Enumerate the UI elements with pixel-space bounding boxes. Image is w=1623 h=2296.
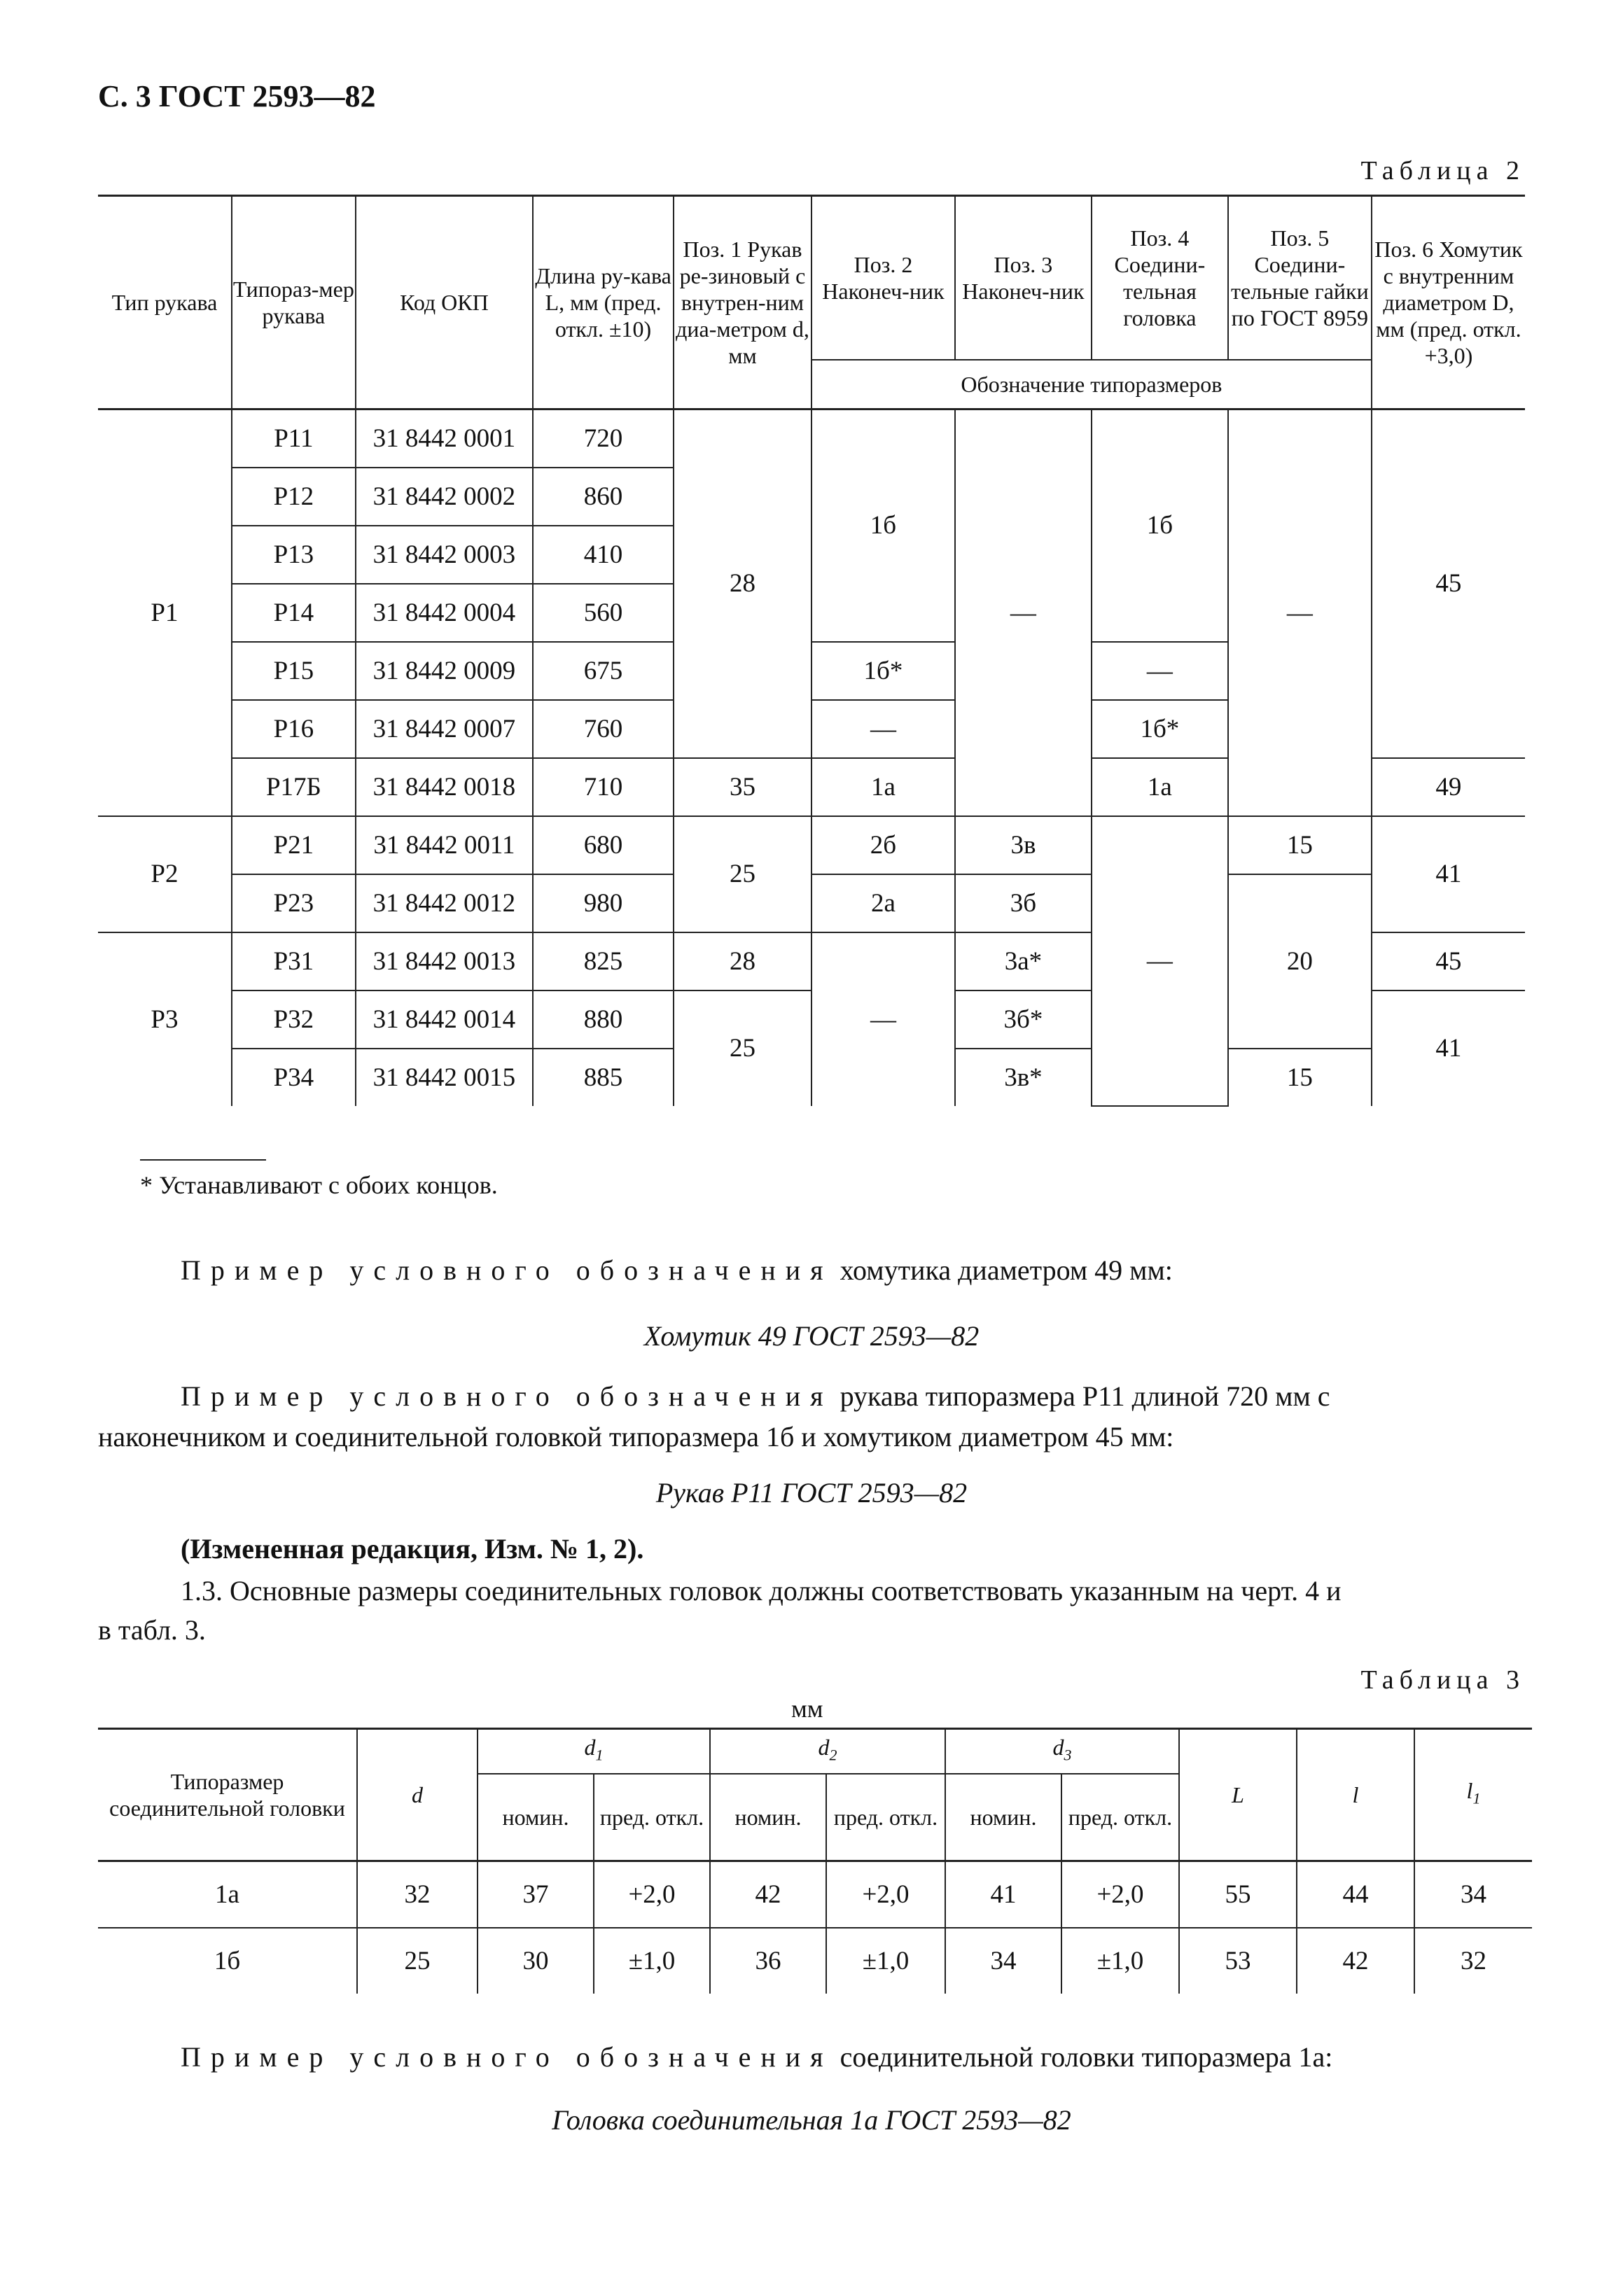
header-designation: Обозначение типоразмеров: [812, 360, 1372, 410]
header-hose-type: Тип рукава: [98, 196, 232, 410]
d3-tolerance-cell: ±1,0: [1061, 1928, 1179, 1994]
size-cell: Р15: [232, 642, 356, 700]
header-pos3: Поз. 3 Наконеч-ник: [955, 196, 1092, 360]
d3-tolerance-cell: +2,0: [1061, 1861, 1179, 1928]
pos1-cell: 28: [674, 932, 812, 990]
header-tolerance: пред. откл.: [594, 1774, 710, 1861]
pos3-cell: 3а*: [955, 932, 1092, 990]
d-cell: 25: [357, 1928, 478, 1994]
header-d1: $d_1$: [478, 1729, 710, 1774]
size-cell: Р17Б: [232, 758, 356, 816]
header-pos1: Поз. 1 Рукав ре-зиновый с внутрен-ним диа-метром d, мм: [674, 196, 812, 410]
code-cell: 31 8442 0011: [356, 816, 533, 874]
length-cell: 680: [533, 816, 674, 874]
length-cell: 760: [533, 700, 674, 758]
header-pos6: Поз. 6 Хомутик с внутренним диаметром D, мм (пред. откл. +3,0): [1372, 196, 1525, 410]
L-cell: 53: [1179, 1928, 1297, 1994]
header-nominal: номин.: [710, 1774, 826, 1861]
header-nominal: номин.: [945, 1774, 1061, 1861]
example2-text: [181, 1376, 1330, 1417]
pos5-cell: 20: [1228, 874, 1372, 1049]
code-cell: 31 8442 0013: [356, 932, 533, 990]
l1-cell: 34: [1414, 1861, 1532, 1928]
example2-formula: Рукав Р11 ГОСТ 2593—82: [655, 1477, 968, 1508]
clause-1-3-line1: 1.3. Основные размеры соединительных головок должны соответствовать указанным на черт. 4 и: [181, 1575, 1342, 1606]
page-header: С. 3 ГОСТ 2593—82: [98, 79, 376, 113]
d1-nominal-cell: 30: [478, 1928, 594, 1994]
length-cell: 710: [533, 758, 674, 816]
example2-line2: наконечником и соединительной головкой типоразмера 1б и хомутиком диаметром 45 мм:: [98, 1421, 1174, 1452]
code-cell: 31 8442 0004: [356, 584, 533, 642]
length-cell: 560: [533, 584, 674, 642]
header-head-size: Типоразмер соединительной головки: [98, 1729, 357, 1861]
example-lead: Пример условного обозначения: [181, 1254, 833, 1286]
size-cell: Р34: [232, 1049, 356, 1106]
code-cell: 31 8442 0001: [356, 410, 533, 468]
header-d: d: [357, 1729, 478, 1861]
pos5-cell: —: [1228, 410, 1372, 817]
pos2-cell: —: [812, 932, 955, 1106]
example-rest: хомутика диаметром 49 мм:: [833, 1254, 1173, 1286]
code-cell: 31 8442 0018: [356, 758, 533, 816]
footnote: * Устанавливают с обоих концов.: [140, 1171, 498, 1199]
size-cell: Р21: [232, 816, 356, 874]
d2-tolerance-cell: +2,0: [826, 1861, 945, 1928]
d1-tolerance-cell: ±1,0: [594, 1928, 710, 1994]
pos1-cell: 25: [674, 816, 812, 932]
group-p2: Р2: [98, 816, 232, 932]
clause-1-3-line2: в табл. 3.: [98, 1614, 206, 1646]
header-L: L: [1179, 1729, 1297, 1861]
pos2-cell: —: [812, 700, 955, 758]
pos3-cell: —: [955, 410, 1092, 817]
header-hose-size: Типораз-мер рукава: [232, 196, 356, 410]
header-pos2: Поз. 2 Наконеч-ник: [812, 196, 955, 360]
pos5-cell: 15: [1228, 816, 1372, 874]
group-p3: Р3: [98, 932, 232, 1106]
code-cell: 31 8442 0015: [356, 1049, 533, 1106]
pos5-cell: 15: [1228, 1049, 1372, 1106]
d2-nominal-cell: 42: [710, 1861, 826, 1928]
table3-unit: мм: [791, 1695, 823, 1723]
pos2-cell: 1а: [812, 758, 955, 816]
size-cell: Р16: [232, 700, 356, 758]
header-pos5: Поз. 5 Соедини-тельные гайки по ГОСТ 8959: [1228, 196, 1372, 360]
pos2-cell: 2б: [812, 816, 955, 874]
pos1-cell: 25: [674, 990, 812, 1106]
code-cell: 31 8442 0009: [356, 642, 533, 700]
length-cell: 980: [533, 874, 674, 932]
size-cell: Р14: [232, 584, 356, 642]
group-p1: Р1: [98, 410, 232, 817]
table2-label: Таблица 2: [1360, 156, 1525, 186]
pos3-cell: 3б: [955, 874, 1092, 932]
header-d2: $d_2$: [710, 1729, 945, 1774]
pos3-cell: 3в: [955, 816, 1092, 874]
example3-text: [181, 2037, 1332, 2078]
pos4-cell: —: [1092, 642, 1228, 700]
d1-nominal-cell: 37: [478, 1861, 594, 1928]
pos4-cell: 1б: [1092, 410, 1228, 643]
pos6-cell: 45: [1372, 932, 1525, 990]
pos2-cell: 1б: [812, 410, 955, 643]
size-cell: Р13: [232, 526, 356, 584]
code-cell: 31 8442 0007: [356, 700, 533, 758]
head-size-cell: 1а: [98, 1861, 357, 1928]
header-length: Длина ру-кава L, мм (пред. откл. ±10): [533, 196, 674, 410]
pos2-cell: 1б*: [812, 642, 955, 700]
pos6-cell: 41: [1372, 990, 1525, 1106]
pos1-cell: 28: [674, 410, 812, 759]
pos6-cell: 41: [1372, 816, 1525, 932]
pos1-cell: 35: [674, 758, 812, 816]
l-cell: 44: [1297, 1861, 1414, 1928]
example1-text: [181, 1250, 1173, 1291]
d2-nominal-cell: 36: [710, 1928, 826, 1994]
d-cell: 32: [357, 1861, 478, 1928]
size-cell: Р31: [232, 932, 356, 990]
code-cell: 31 8442 0002: [356, 468, 533, 526]
example-lead: Пример условного обозначения: [181, 1380, 833, 1412]
d2-tolerance-cell: ±1,0: [826, 1928, 945, 1994]
size-cell: Р12: [232, 468, 356, 526]
l-cell: 42: [1297, 1928, 1414, 1994]
code-cell: 31 8442 0012: [356, 874, 533, 932]
pos6-cell: 49: [1372, 758, 1525, 816]
length-cell: 410: [533, 526, 674, 584]
code-cell: 31 8442 0014: [356, 990, 533, 1049]
d3-nominal-cell: 34: [945, 1928, 1061, 1994]
header-okp-code: Код ОКП: [356, 196, 533, 410]
d3-nominal-cell: 41: [945, 1861, 1061, 1928]
size-cell: Р32: [232, 990, 356, 1049]
head-size-cell: 1б: [98, 1928, 357, 1994]
example-lead: Пример условного обозначения: [181, 2041, 833, 2073]
header-nominal: номин.: [478, 1774, 594, 1861]
pos4-cell: —: [1092, 816, 1228, 1106]
size-cell: Р11: [232, 410, 356, 468]
pos3-cell: 3в*: [955, 1049, 1092, 1106]
header-pos4: Поз. 4 Соедини-тельная головка: [1092, 196, 1228, 360]
example1-formula: Хомутик 49 ГОСТ 2593—82: [643, 1320, 980, 1352]
header-l1: $l_1$: [1414, 1729, 1532, 1861]
table-3: [98, 1728, 1532, 1994]
length-cell: 880: [533, 990, 674, 1049]
footnote-rule: [140, 1159, 266, 1161]
header-d3: $d_3$: [945, 1729, 1179, 1774]
d1-tolerance-cell: +2,0: [594, 1861, 710, 1928]
pos6-cell: 45: [1372, 410, 1525, 759]
example-rest: соединительной головки типоразмера 1а:: [833, 2041, 1333, 2073]
example-rest: рукава типоразмера Р11 длиной 720 мм с: [833, 1380, 1330, 1412]
code-cell: 31 8442 0003: [356, 526, 533, 584]
pos2-cell: 2а: [812, 874, 955, 932]
header-tolerance: пред. откл.: [1061, 1774, 1179, 1861]
pos4-cell: 1б*: [1092, 700, 1228, 758]
length-cell: 720: [533, 410, 674, 468]
header-l: l: [1297, 1729, 1414, 1861]
pos3-cell: 3б*: [955, 990, 1092, 1049]
length-cell: 885: [533, 1049, 674, 1106]
example3-formula: Головка соединительная 1а ГОСТ 2593—82: [552, 2104, 1071, 2136]
length-cell: 860: [533, 468, 674, 526]
size-cell: Р23: [232, 874, 356, 932]
table-2: [98, 195, 1525, 1107]
table3-label: Таблица 3: [1360, 1665, 1525, 1695]
L-cell: 55: [1179, 1861, 1297, 1928]
pos4-cell: 1а: [1092, 758, 1228, 816]
l1-cell: 32: [1414, 1928, 1532, 1994]
header-tolerance: пред. откл.: [826, 1774, 945, 1861]
length-cell: 825: [533, 932, 674, 990]
length-cell: 675: [533, 642, 674, 700]
amendment-note: (Измененная редакция, Изм. № 1, 2).: [181, 1533, 644, 1564]
